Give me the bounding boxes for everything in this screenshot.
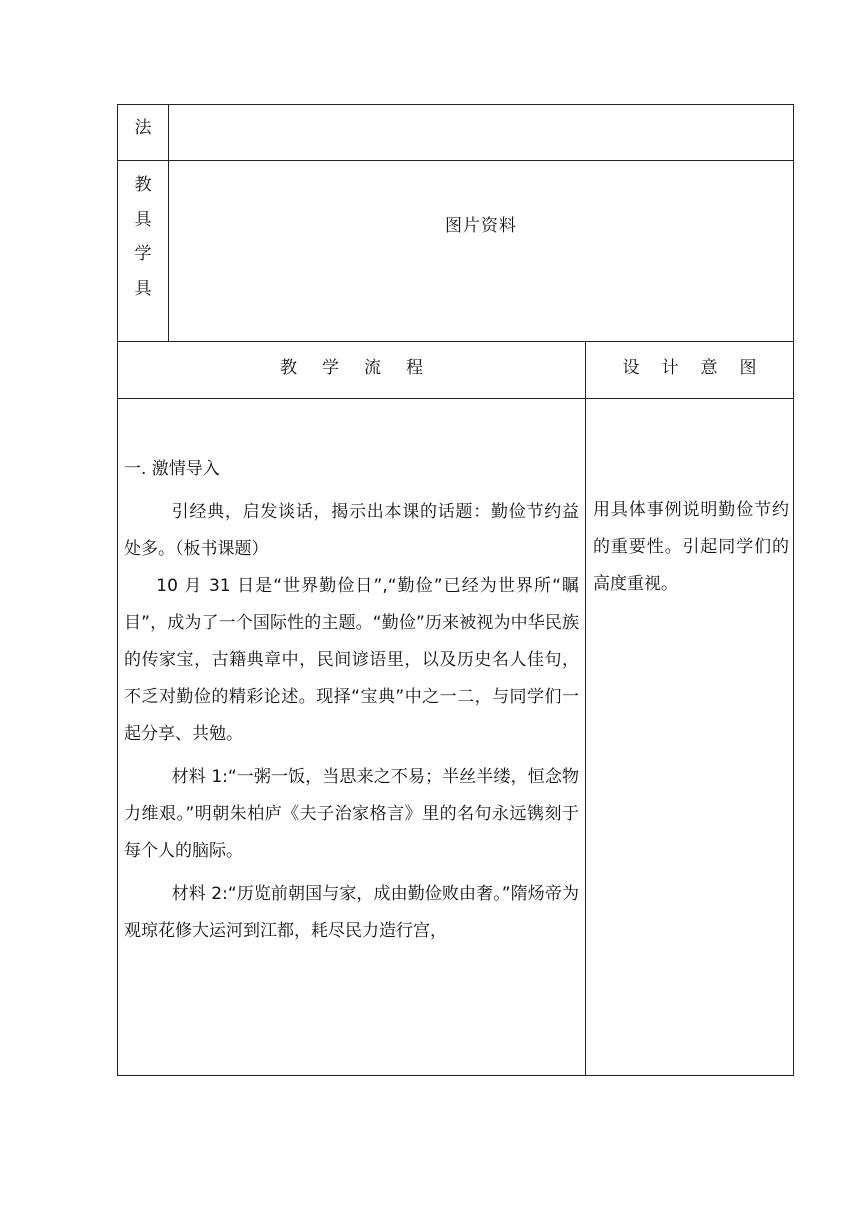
- table-border-bottom: [117, 1075, 794, 1076]
- table-row-divider-2: [117, 341, 794, 342]
- intent-content: 用具体事例说明勤俭节约的重要性。引起同学们的高度重视。: [593, 500, 789, 594]
- paragraph: 10 月 31 日是“世界勤俭日”,“勤俭”已经为世界所“瞩目”，成为了一个国际性的主题。“勤俭”历来被视为中华民族的传家宝，古籍典章中，民间谚语里，以及历史名人佳句，不乏对勤俭的精彩论述。现择“宝典”中之一二，与同学们一起分享、共勉。: [124, 576, 579, 744]
- tools-label: [118, 172, 168, 310]
- intent-header: 设计意图: [622, 358, 779, 378]
- tools-label-char: 教: [134, 175, 152, 195]
- paragraph: 材料 2:“历览前朝国与家，成由勤俭败由奢。”隋炀帝为观琼花修大运河到江都，耗尽民力造行宫，: [124, 884, 579, 941]
- tools-label-char: 学: [134, 244, 152, 264]
- table-border-right: [793, 104, 794, 1076]
- tools-content: 图片资料: [445, 216, 517, 236]
- section-heading: 一. 激情导入: [124, 459, 220, 479]
- method-label: 法: [134, 118, 152, 138]
- paragraph: 材料 1:“一粥一饭，当思来之不易；半丝半缕，恒念物力维艰。”明朝朱柏庐《夫子治家格言》里的名句永远镌刻于每个人的脑际。: [124, 767, 579, 861]
- tools-label-char: 具: [134, 209, 152, 230]
- table-row-divider-3: [117, 398, 794, 399]
- table-row-divider-1: [117, 160, 794, 161]
- tools-label-char: 具: [134, 278, 152, 299]
- paragraph: 引经典，启发谈话，揭示出本课的话题：勤俭节约益处多。（板书课题）: [124, 502, 579, 559]
- intent-column-divider: [585, 341, 586, 1076]
- process-content: [124, 451, 579, 950]
- table-border-top: [117, 104, 794, 105]
- process-header: 教学流程: [280, 358, 448, 378]
